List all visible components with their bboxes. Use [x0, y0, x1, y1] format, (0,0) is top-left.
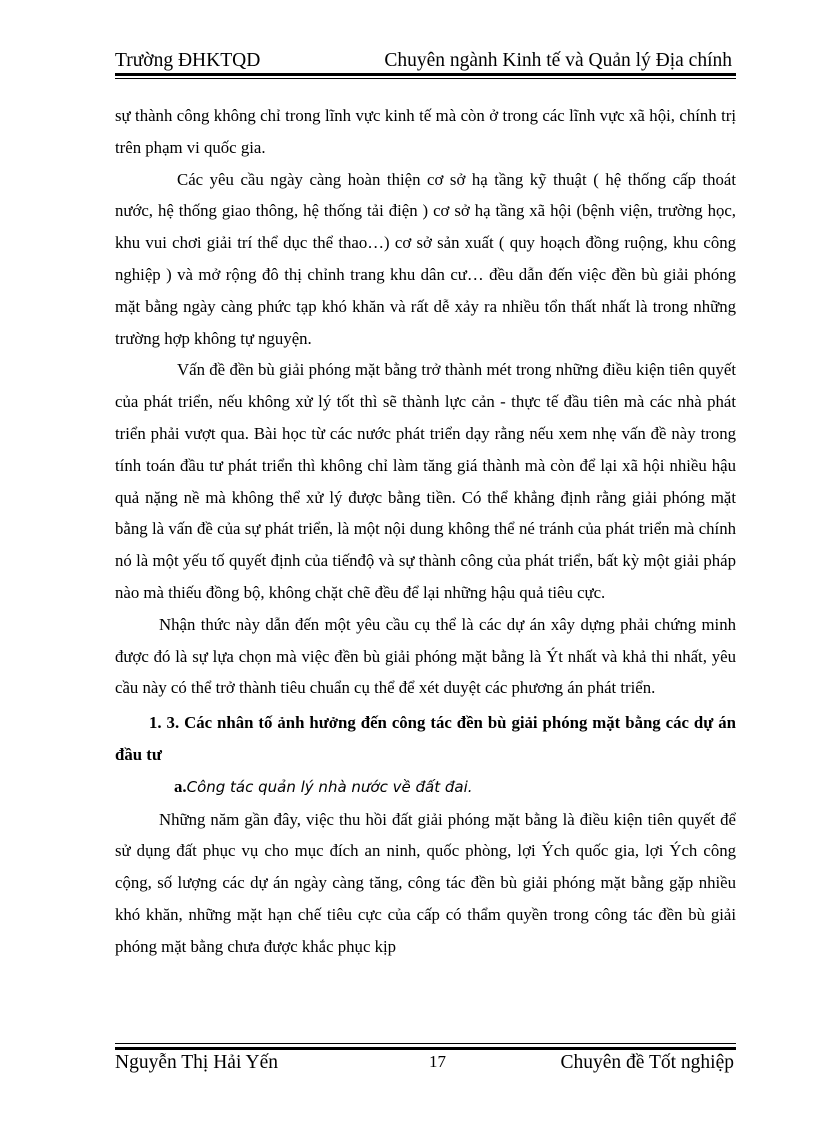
section-heading: 1. 3. Các nhân tố ảnh hưởng đến công tác đền bù giải phóng mặt bằng các dự án đầu tư [115, 713, 736, 764]
footer-doc-type: Chuyên đề Tốt nghiệp [560, 1052, 734, 1073]
header-university: Trường ĐHKTQD [115, 50, 261, 71]
footer-author: Nguyễn Thị Hải Yến [115, 1052, 279, 1073]
paragraph-5: Những năm gần đây, việc thu hồi đất giải phóng mặt bằng là điều kiện tiên quyết để sử dụng đất phục vụ cho mục đích an ninh, quốc phòng, lợi Ých quốc gia, lợi Ých công cộng, số lượng các dự án ngày càng tăng, công tác đền bù giải phóng mặt bằng gặp nhiều khó khăn, những mặt hạn chế tiêu cực của cấp có thẩm quyền trong công tác đền bù giải phóng mặt bằng chưa được khắc phục kịp [115, 809, 736, 956]
paragraph-4: Nhận thức này dẫn đến một yêu cầu cụ thể là các dự án xây dựng phải chứng minh được đó là sự lựa chọn mà việc đền bù giải phóng mặt bằng là Ýt nhất và khả thi nhất, yêu cầu này có thể trở thành tiêu chuẩn cụ thể để xét duyệt các phương án phát triển. [115, 614, 736, 698]
subsection-label: a. [174, 776, 187, 796]
subsection-title: Công tác quản lý nhà nước về đất đai. [186, 777, 473, 796]
paragraph-1: sự thành công không chỉ trong lĩnh vực kinh tế mà còn ở trong các lĩnh vực xã hội, chính trị trên phạm vi quốc gia. [115, 106, 736, 157]
subsection-heading [115, 771, 736, 804]
page-footer [115, 1050, 736, 1078]
page-body [115, 100, 736, 963]
header-rule-thin [115, 78, 736, 79]
page-header [115, 46, 736, 74]
paragraph-3: Vấn đề đền bù giải phóng mặt bằng trở thành mét trong những điều kiện tiên quyết của phát triển, nếu không xử lý tốt thì sẽ thành lực cản - thực tế đầu tiên mà các nhà phát triển phải vượt qua. Bài học từ các nước phát triển dạy rằng nếu xem nhẹ vấn đề này trong tính toán đầu tư phát triển thì không chỉ làm tăng giá thành mà còn để lại xã hội nhiều hậu quả nặng nề mà không thể xử lý được bằng tiền. Có thể khẳng định rằng giải phóng mặt bằng là vấn đề của sự phát triển, là một nội dung không thể né tránh của phát triển mà chính nó là một yếu tố quyết định của tiếnđộ và sự thành công của phát triển, bất kỳ một giải pháp nào mà thiếu đồng bộ, không chặt chẽ đều để lại những hậu quả tiêu cực. [115, 360, 736, 602]
header-major: Chuyên ngành Kinh tế và Quản lý Địa chính [384, 50, 732, 71]
footer-rule-thin [115, 1043, 736, 1044]
header-rule-thick [115, 73, 736, 76]
paragraph-2: Các yêu cầu ngày càng hoàn thiện cơ sở hạ tầng kỹ thuật ( hệ thống cấp thoát nước, hệ thống giao thông, hệ thống tải điện ) cơ sở hạ tầng xã hội (bệnh viện, trường học, khu vui chơi giải trí thể dục thể thao…) cơ sở sản xuất ( quy hoạch đồng ruộng, khu công nghiệp ) và mở rộng đô thị chỉnh trang khu dân cư… đều dẫn đến việc đền bù giải phóng mặt bằng ngày càng phức tạp khó khăn và rất dễ xảy ra nhiều tổn thất nhất là trong những trường hợp không tự nguyện. [115, 169, 736, 348]
page-number: 17 [429, 1052, 446, 1071]
